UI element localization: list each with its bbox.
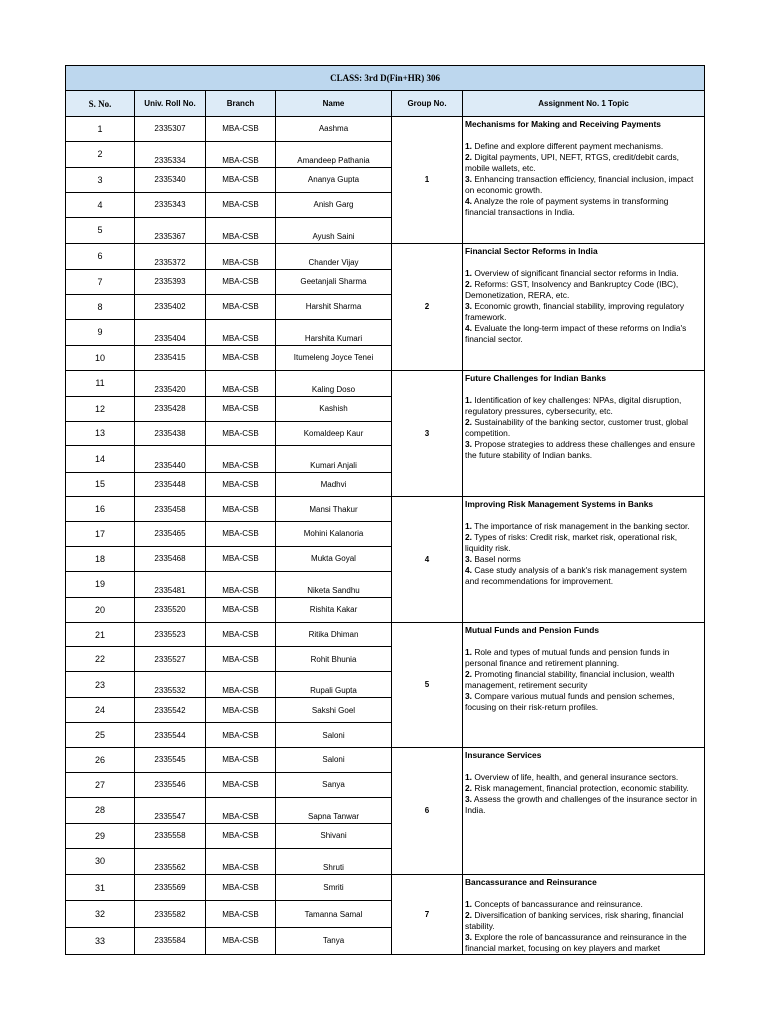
roll-number-cell: 2335545 — [135, 748, 206, 773]
roll-number-cell: 2335465 — [135, 522, 206, 547]
name-cell: Rishita Kakar — [276, 597, 392, 622]
header-topic: Assignment No. 1 Topic — [463, 91, 705, 117]
branch-cell: MBA-CSB — [206, 928, 276, 955]
header-name: Name — [276, 91, 392, 117]
sno-cell: 17 — [66, 522, 135, 547]
branch-cell: MBA-CSB — [206, 396, 276, 421]
name-cell: Mansi Thakur — [276, 497, 392, 522]
topic-point-number: 3. — [465, 794, 472, 805]
branch-cell: MBA-CSB — [206, 772, 276, 797]
topic-point-number: 2. — [465, 783, 472, 794]
sno-cell: 5 — [66, 217, 135, 243]
name-cell: Geetanjali Sharma — [276, 269, 392, 294]
topic-point — [465, 772, 701, 783]
branch-cell: MBA-CSB — [206, 622, 276, 647]
assignment-topic-cell — [463, 370, 705, 497]
table-row — [66, 117, 705, 142]
topic-point-number: 1. — [465, 898, 472, 909]
topic-point — [465, 323, 701, 345]
topic-point-number: 2. — [465, 152, 472, 162]
topic-point-text: Evaluate the long-term impact of these reforms on India's financial sector. — [465, 322, 687, 344]
topic-point-text: Types of risks: Credit risk, market risk, operational risk, liquidity risk. — [465, 532, 678, 554]
topic-point — [465, 141, 701, 152]
name-cell: Sapna Tanwar — [276, 797, 392, 823]
roll-number-cell: 2335527 — [135, 647, 206, 672]
topic-point — [465, 532, 701, 554]
roll-number-cell: 2335415 — [135, 345, 206, 370]
sno-cell: 23 — [66, 672, 135, 698]
roll-number-cell: 2335582 — [135, 901, 206, 928]
header-branch: Branch — [206, 91, 276, 117]
topic-point — [465, 174, 701, 196]
topic-title: Insurance Services — [465, 750, 542, 761]
topic-point-number: 2. — [465, 909, 472, 920]
assignment-topic-cell — [463, 497, 705, 622]
sno-cell: 6 — [66, 243, 135, 269]
topic-point-number: 2. — [465, 668, 472, 679]
roll-number-cell: 2335481 — [135, 571, 206, 597]
sno-cell: 24 — [66, 698, 135, 723]
topic-point-text: Analyze the role of payment systems in transforming financial transactions in India. — [465, 196, 669, 217]
topic-title: Mutual Funds and Pension Funds — [465, 624, 599, 635]
branch-cell: MBA-CSB — [206, 848, 276, 874]
assignment-sheet — [65, 65, 704, 953]
topic-point-text: Overview of significant financial sector reforms in India. — [472, 267, 679, 278]
topic-point — [465, 910, 701, 932]
branch-cell: MBA-CSB — [206, 546, 276, 571]
topic-point — [465, 417, 701, 439]
branch-cell: MBA-CSB — [206, 672, 276, 698]
topic-point-text: The importance of risk management in the banking sector. — [472, 521, 690, 532]
branch-cell: MBA-CSB — [206, 497, 276, 522]
table-row — [66, 748, 705, 773]
sno-cell: 7 — [66, 269, 135, 294]
topic-point — [465, 783, 701, 794]
roll-number-cell: 2335404 — [135, 319, 206, 345]
roll-number-cell: 2335569 — [135, 874, 206, 901]
header-roll: Univ. Roll No. — [135, 91, 206, 117]
topic-title: Future Challenges for Indian Banks — [465, 372, 607, 383]
roll-number-cell: 2335547 — [135, 797, 206, 823]
table-row — [66, 243, 705, 269]
roll-number-cell: 2335520 — [135, 597, 206, 622]
topic-point-number: 1. — [465, 521, 472, 532]
roll-number-cell: 2335542 — [135, 698, 206, 723]
name-cell: Kashish — [276, 396, 392, 421]
branch-cell: MBA-CSB — [206, 141, 276, 167]
topic-point-number: 1. — [465, 394, 472, 405]
column-header-row — [66, 91, 705, 117]
name-cell: Sakshi Goel — [276, 698, 392, 723]
topic-point — [465, 152, 701, 174]
name-cell: Itumeleng Joyce Tenei — [276, 345, 392, 370]
branch-cell: MBA-CSB — [206, 167, 276, 192]
branch-cell: MBA-CSB — [206, 370, 276, 396]
table-row — [66, 497, 705, 522]
name-cell: Smriti — [276, 874, 392, 901]
sno-cell: 12 — [66, 396, 135, 421]
assignment-topic-cell — [463, 243, 705, 370]
class-title-row — [66, 66, 705, 91]
branch-cell: MBA-CSB — [206, 294, 276, 319]
header-group: Group No. — [392, 91, 463, 117]
topic-point — [465, 554, 701, 565]
topic-point-number: 4. — [465, 196, 472, 206]
topic-point-text: Case study analysis of a bank's risk management system and recommendations for improvement. — [465, 565, 687, 587]
topic-point-text: Digital payments, UPI, NEFT, RTGS, credit/debit cards, mobile wallets, etc. — [465, 152, 679, 173]
topic-point-number: 2. — [465, 532, 472, 543]
sno-cell: 19 — [66, 571, 135, 597]
sno-cell: 16 — [66, 497, 135, 522]
topic-point-text: Reforms: GST, Insolvency and Bankruptcy Code (IBC), Demonetization, RERA, etc. — [465, 278, 679, 300]
roll-number-cell: 2335307 — [135, 117, 206, 142]
topic-point — [465, 301, 701, 323]
topic-point — [465, 932, 701, 954]
group-number-cell: 5 — [392, 622, 463, 747]
assignment-topic-cell — [463, 748, 705, 875]
name-cell: Ritika Dhiman — [276, 622, 392, 647]
sno-cell: 21 — [66, 622, 135, 647]
name-cell: Mohini Kalanoria — [276, 522, 392, 547]
topic-point-number: 1. — [465, 646, 472, 657]
topic-point-text: Identification of key challenges: NPAs, digital disruption, regulatory pressures, cybersecurity, etc. — [465, 394, 682, 416]
topic-title: Bancassurance and Reinsurance — [465, 876, 597, 887]
topic-point — [465, 794, 701, 816]
assignment-topic-cell — [463, 117, 705, 244]
topic-point-number: 3. — [465, 931, 472, 942]
branch-cell: MBA-CSB — [206, 571, 276, 597]
topic-point-text: Enhancing transaction efficiency, financial inclusion, impact on economic growth. — [465, 174, 694, 195]
assignment-topic-cell — [463, 874, 705, 954]
topic-point-number: 3. — [465, 438, 472, 449]
group-number-cell: 6 — [392, 748, 463, 875]
topic-point — [465, 521, 701, 532]
topic-point-text: Diversification of banking services, risk sharing, financial stability. — [465, 909, 684, 931]
name-cell: Niketa Sandhu — [276, 571, 392, 597]
sno-cell: 18 — [66, 546, 135, 571]
topic-point-number: 1. — [465, 267, 472, 278]
roll-number-cell: 2335420 — [135, 370, 206, 396]
topic-point-text: Promoting financial stability, financial inclusion, wealth management, retirement security — [465, 668, 675, 690]
roll-number-cell: 2335438 — [135, 421, 206, 446]
name-cell: Harshit Sharma — [276, 294, 392, 319]
roll-number-cell: 2335558 — [135, 823, 206, 848]
topic-point-text: Overview of life, health, and general insurance sectors. — [472, 772, 679, 783]
branch-cell: MBA-CSB — [206, 192, 276, 217]
topic-point — [465, 691, 701, 713]
group-number-cell: 2 — [392, 243, 463, 370]
sno-cell: 2 — [66, 141, 135, 167]
sno-cell: 15 — [66, 472, 135, 497]
table-row — [66, 370, 705, 396]
topic-point-text: Role and types of mutual funds and pension funds in personal finance and retirement planning. — [465, 646, 670, 668]
topic-point-text: Assess the growth and challenges of the insurance sector in India. — [465, 794, 697, 816]
name-cell: Saloni — [276, 723, 392, 748]
roll-number-cell: 2335458 — [135, 497, 206, 522]
branch-cell: MBA-CSB — [206, 698, 276, 723]
branch-cell: MBA-CSB — [206, 217, 276, 243]
sno-cell: 4 — [66, 192, 135, 217]
roll-number-cell: 2335546 — [135, 772, 206, 797]
topic-point-number: 2. — [465, 278, 472, 289]
topic-point-number: 1. — [465, 141, 472, 151]
name-cell: Kumari Anjali — [276, 446, 392, 472]
topic-point-text: Compare various mutual funds and pension schemes, focusing on their risk-return profiles. — [465, 690, 675, 712]
branch-cell: MBA-CSB — [206, 647, 276, 672]
sno-cell: 13 — [66, 421, 135, 446]
name-cell: Aashma — [276, 117, 392, 142]
name-cell: Madhvi — [276, 472, 392, 497]
roll-number-cell: 2335584 — [135, 928, 206, 955]
branch-cell: MBA-CSB — [206, 117, 276, 142]
topic-point — [465, 268, 701, 279]
branch-cell: MBA-CSB — [206, 823, 276, 848]
sno-cell: 33 — [66, 928, 135, 955]
roll-number-cell: 2335562 — [135, 848, 206, 874]
roll-number-cell: 2335532 — [135, 672, 206, 698]
topic-point-number: 4. — [465, 565, 472, 576]
name-cell: Rupali Gupta — [276, 672, 392, 698]
sno-cell: 3 — [66, 167, 135, 192]
topic-point-text: Explore the role of bancassurance and reinsurance in the financial market, focusing on key players and market — [465, 931, 687, 953]
sno-cell: 14 — [66, 446, 135, 472]
roll-number-cell: 2335440 — [135, 446, 206, 472]
topic-point-text: Concepts of bancassurance and reinsurance. — [472, 898, 643, 909]
name-cell: Chander Vijay — [276, 243, 392, 269]
roll-number-cell: 2335523 — [135, 622, 206, 647]
table-row — [66, 874, 705, 901]
name-cell: Ananya Gupta — [276, 167, 392, 192]
roll-number-cell: 2335372 — [135, 243, 206, 269]
sno-cell: 32 — [66, 901, 135, 928]
topic-point — [465, 279, 701, 301]
roll-number-cell: 2335428 — [135, 396, 206, 421]
branch-cell: MBA-CSB — [206, 901, 276, 928]
topic-point-text: Propose strategies to address these challenges and ensure the future stability of Indian banks. — [465, 438, 696, 460]
group-number-cell: 3 — [392, 370, 463, 497]
sno-cell: 10 — [66, 345, 135, 370]
sno-cell: 11 — [66, 370, 135, 396]
topic-point — [465, 196, 701, 218]
branch-cell: MBA-CSB — [206, 597, 276, 622]
topic-point-text: Risk management, financial protection, economic stability. — [472, 783, 689, 794]
sno-cell: 28 — [66, 797, 135, 823]
branch-cell: MBA-CSB — [206, 472, 276, 497]
name-cell: Shivani — [276, 823, 392, 848]
topic-point-number: 3. — [465, 300, 472, 311]
name-cell: Amandeep Pathania — [276, 141, 392, 167]
class-title: CLASS: 3rd D(Fin+HR) 306 — [66, 66, 705, 91]
roll-number-cell: 2335402 — [135, 294, 206, 319]
roll-number-cell: 2335448 — [135, 472, 206, 497]
group-number-cell: 4 — [392, 497, 463, 622]
name-cell: Saloni — [276, 748, 392, 773]
topic-point — [465, 647, 701, 669]
branch-cell: MBA-CSB — [206, 243, 276, 269]
sno-cell: 1 — [66, 117, 135, 142]
name-cell: Sanya — [276, 772, 392, 797]
topic-point — [465, 669, 701, 691]
topic-title: Improving Risk Management Systems in Banks — [465, 499, 654, 510]
sno-cell: 8 — [66, 294, 135, 319]
sno-cell: 27 — [66, 772, 135, 797]
roll-number-cell: 2335544 — [135, 723, 206, 748]
topic-point — [465, 395, 701, 417]
branch-cell: MBA-CSB — [206, 797, 276, 823]
branch-cell: MBA-CSB — [206, 522, 276, 547]
group-number-cell: 7 — [392, 874, 463, 954]
branch-cell: MBA-CSB — [206, 269, 276, 294]
sno-cell: 22 — [66, 647, 135, 672]
topic-point-number: 3. — [465, 174, 472, 184]
branch-cell: MBA-CSB — [206, 446, 276, 472]
student-rows — [66, 117, 705, 955]
topic-point-number: 2. — [465, 416, 472, 427]
sno-cell: 26 — [66, 748, 135, 773]
name-cell: Shruti — [276, 848, 392, 874]
topic-point — [465, 565, 701, 587]
name-cell: Tanya — [276, 928, 392, 955]
roll-number-cell: 2335340 — [135, 167, 206, 192]
roll-number-cell: 2335393 — [135, 269, 206, 294]
sno-cell: 25 — [66, 723, 135, 748]
branch-cell: MBA-CSB — [206, 319, 276, 345]
name-cell: Ayush Saini — [276, 217, 392, 243]
sno-cell: 20 — [66, 597, 135, 622]
name-cell: Mukta Goyal — [276, 546, 392, 571]
topic-point — [465, 439, 701, 461]
assignment-topic-cell — [463, 622, 705, 747]
branch-cell: MBA-CSB — [206, 345, 276, 370]
name-cell: Tamanna Samal — [276, 901, 392, 928]
sno-cell: 9 — [66, 319, 135, 345]
topic-point-number: 3. — [465, 554, 472, 565]
topic-point-text: Sustainability of the banking sector, customer trust, global competition. — [465, 416, 689, 438]
topic-point-text: Basel norms — [472, 554, 521, 565]
name-cell: Anish Garg — [276, 192, 392, 217]
branch-cell: MBA-CSB — [206, 748, 276, 773]
topic-title: Financial Sector Reforms in India — [465, 245, 598, 256]
topic-point-number: 1. — [465, 772, 472, 783]
name-cell: Kaling Doso — [276, 370, 392, 396]
header-sno: S. No. — [66, 91, 135, 117]
sno-cell: 29 — [66, 823, 135, 848]
roll-number-cell: 2335343 — [135, 192, 206, 217]
branch-cell: MBA-CSB — [206, 874, 276, 901]
name-cell: Komaldeep Kaur — [276, 421, 392, 446]
roll-number-cell: 2335468 — [135, 546, 206, 571]
branch-cell: MBA-CSB — [206, 723, 276, 748]
name-cell: Harshita Kumari — [276, 319, 392, 345]
roll-number-cell: 2335367 — [135, 217, 206, 243]
assignment-table — [65, 65, 705, 955]
topic-point-number: 3. — [465, 690, 472, 701]
topic-point-number: 4. — [465, 322, 472, 333]
branch-cell: MBA-CSB — [206, 421, 276, 446]
topic-title: Mechanisms for Making and Receiving Payments — [465, 119, 661, 129]
roll-number-cell: 2335334 — [135, 141, 206, 167]
table-row — [66, 622, 705, 647]
topic-point — [465, 899, 701, 910]
sno-cell: 31 — [66, 874, 135, 901]
topic-point-text: Economic growth, financial stability, improving regulatory framework. — [465, 300, 685, 322]
name-cell: Rohit Bhunia — [276, 647, 392, 672]
group-number-cell: 1 — [392, 117, 463, 244]
topic-point-text: Define and explore different payment mechanisms. — [472, 141, 664, 151]
sno-cell: 30 — [66, 848, 135, 874]
